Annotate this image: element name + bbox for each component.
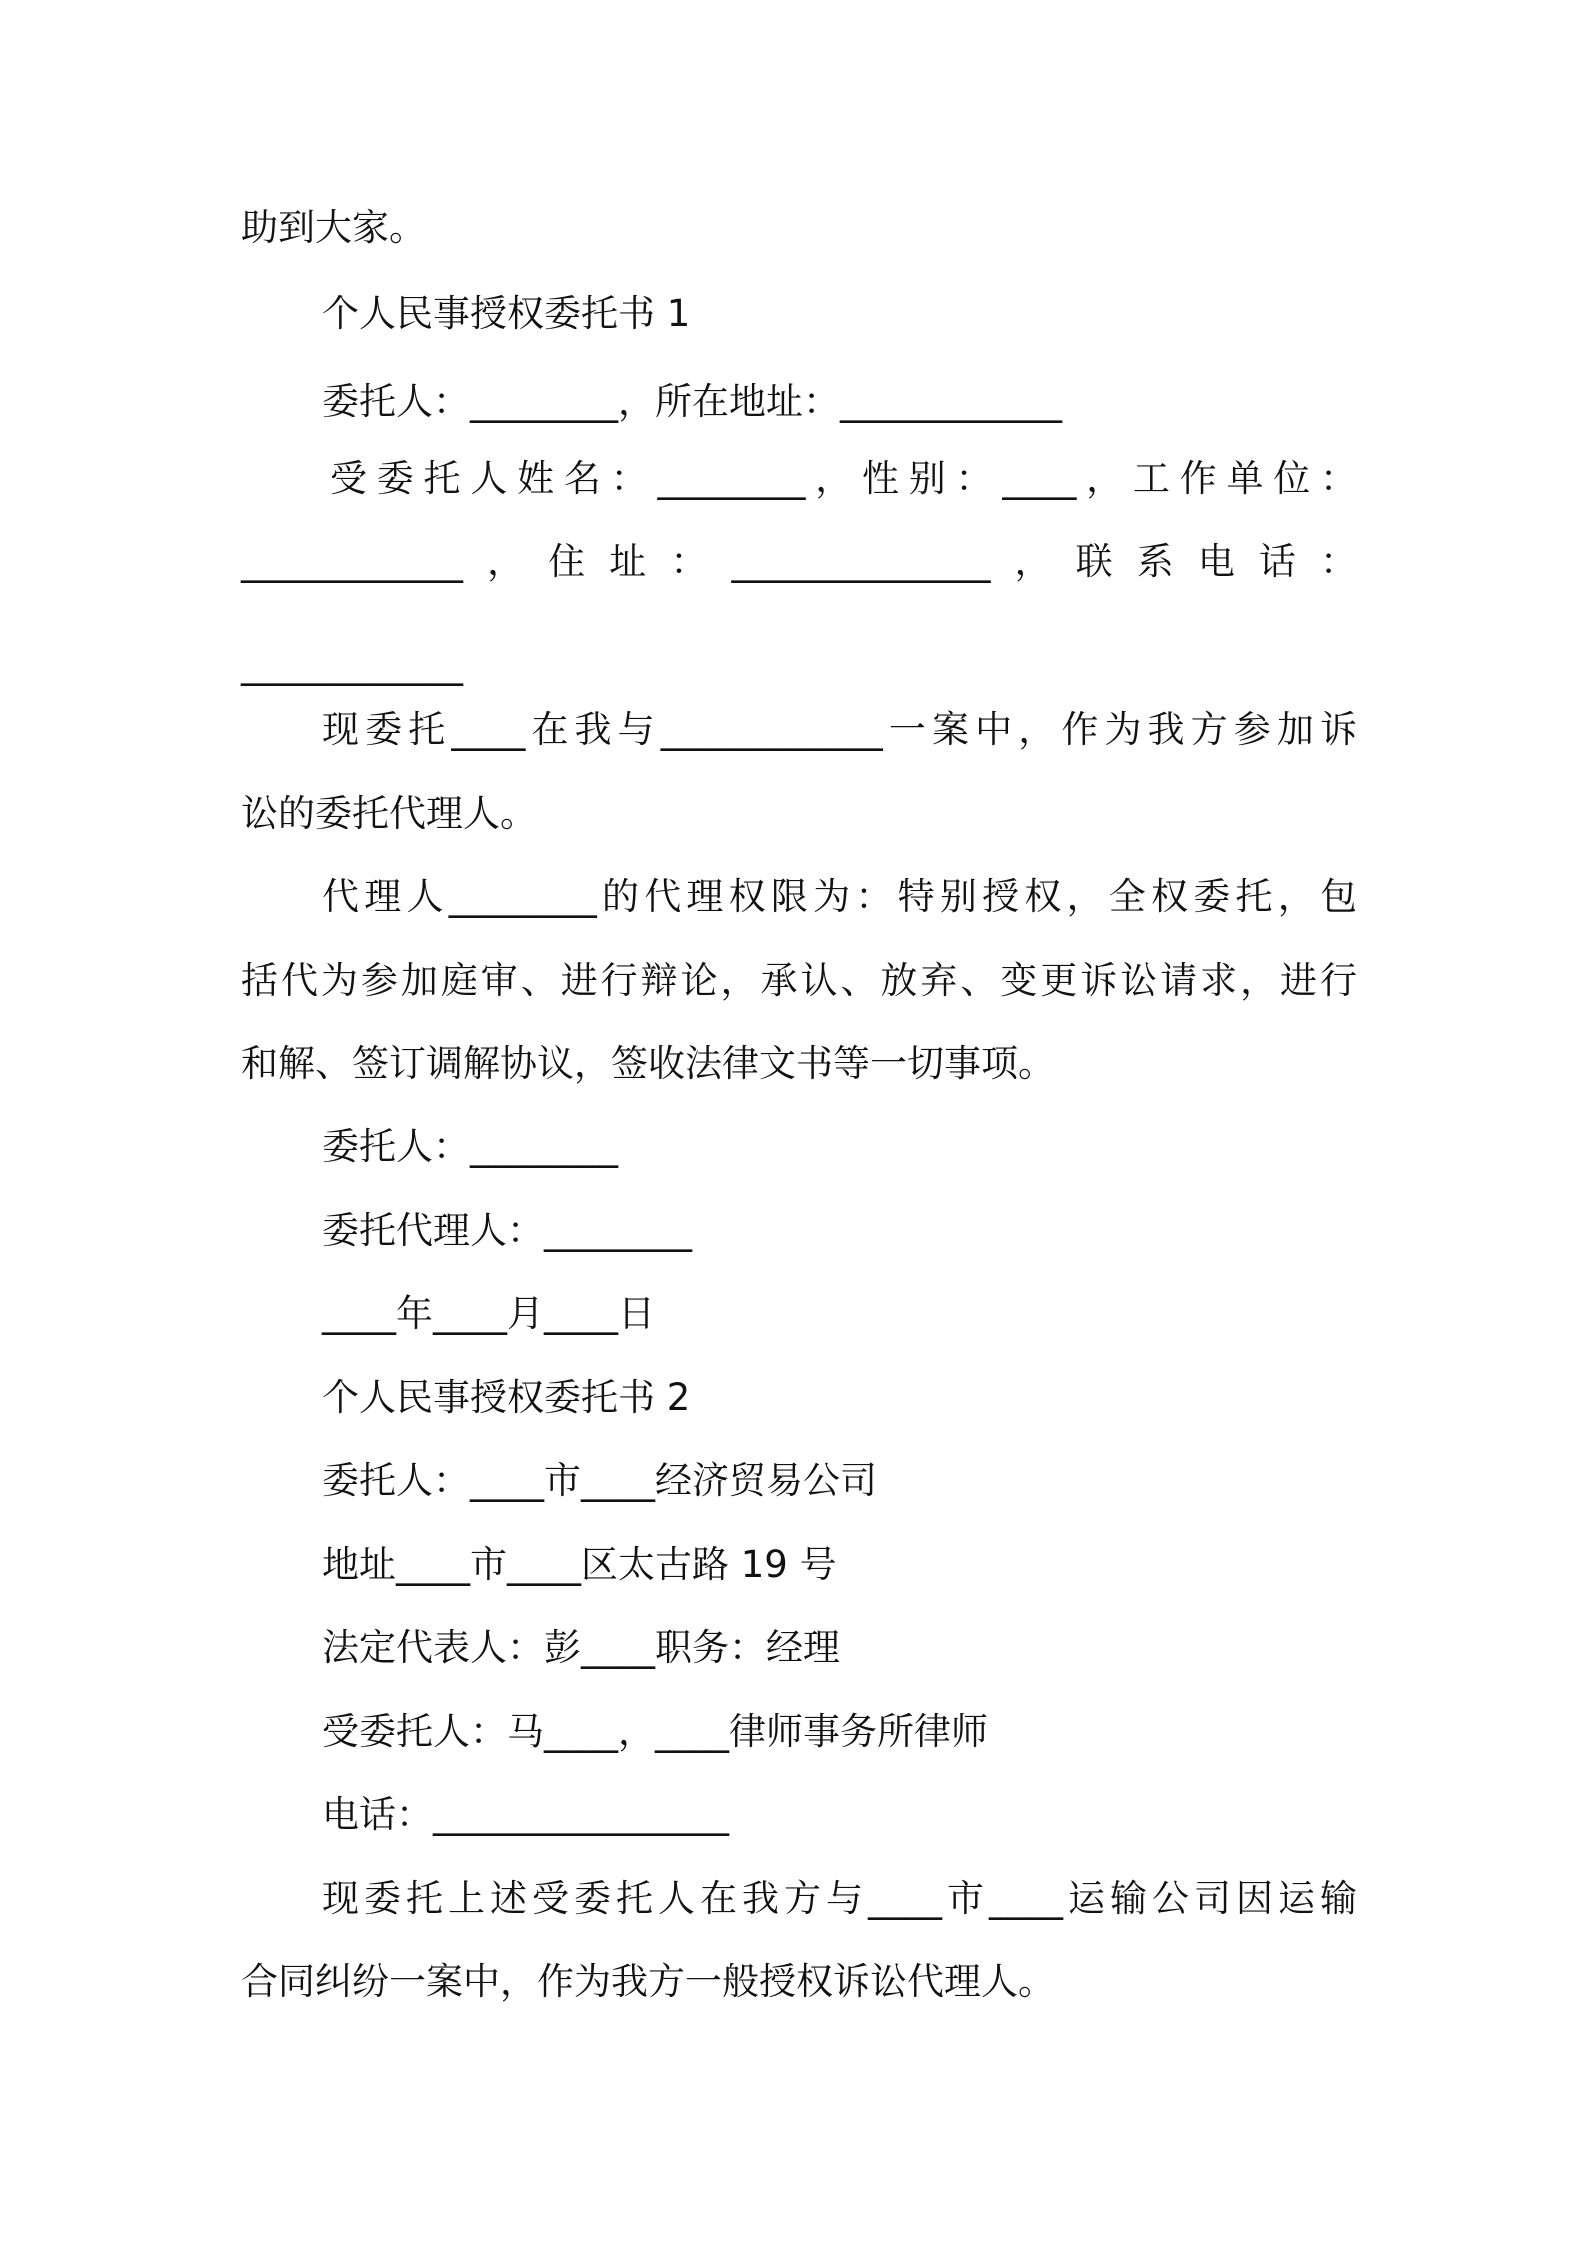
text-line: 受委托人：马____，____律师事务所律师 <box>322 1710 988 1753</box>
text-line: 委托人：________ <box>322 1125 618 1168</box>
text-line: 代理人________的代理权限为：特别授权，全权委托，包 <box>322 875 1357 918</box>
text-line: 委托代理人：________ <box>322 1209 692 1252</box>
text-line: ____________，住址：______________，联系电话： <box>241 540 1357 583</box>
text-line: 现委托上述受委托人在我方与____市____运输公司因运输 <box>322 1877 1357 1920</box>
text-line: 电话：________________ <box>322 1793 729 1836</box>
text-line: 括代为参加庭审、进行辩论，承认、放弃、变更诉讼请求，进行 <box>241 959 1357 1002</box>
text-line: 讼的委托代理人。 <box>241 792 537 835</box>
text-line: 现委托____在我与____________一案中，作为我方参加诉 <box>322 708 1357 751</box>
date-line: ____年____月____日 <box>322 1292 655 1335</box>
text-line: ____________ <box>241 643 463 686</box>
text-line: 受委托人姓名：________，性别：____，工作单位： <box>330 457 1357 500</box>
section-title: 个人民事授权委托书 2 <box>322 1376 691 1419</box>
section-title: 个人民事授权委托书 1 <box>322 292 691 335</box>
text-line: 地址____市____区太古路 19 号 <box>322 1543 837 1586</box>
text-line: 委托人：____市____经济贸易公司 <box>322 1459 877 1502</box>
text-line: 合同纠纷一案中，作为我方一般授权诉讼代理人。 <box>241 1960 1055 2003</box>
text-line: 和解、签订调解协议，签收法律文书等一切事项。 <box>241 1042 1055 1085</box>
text-line: 委托人：________，所在地址：____________ <box>322 380 1062 423</box>
text-line: 法定代表人：彭____职务：经理 <box>322 1626 840 1669</box>
text-line: 助到大家。 <box>241 206 426 249</box>
